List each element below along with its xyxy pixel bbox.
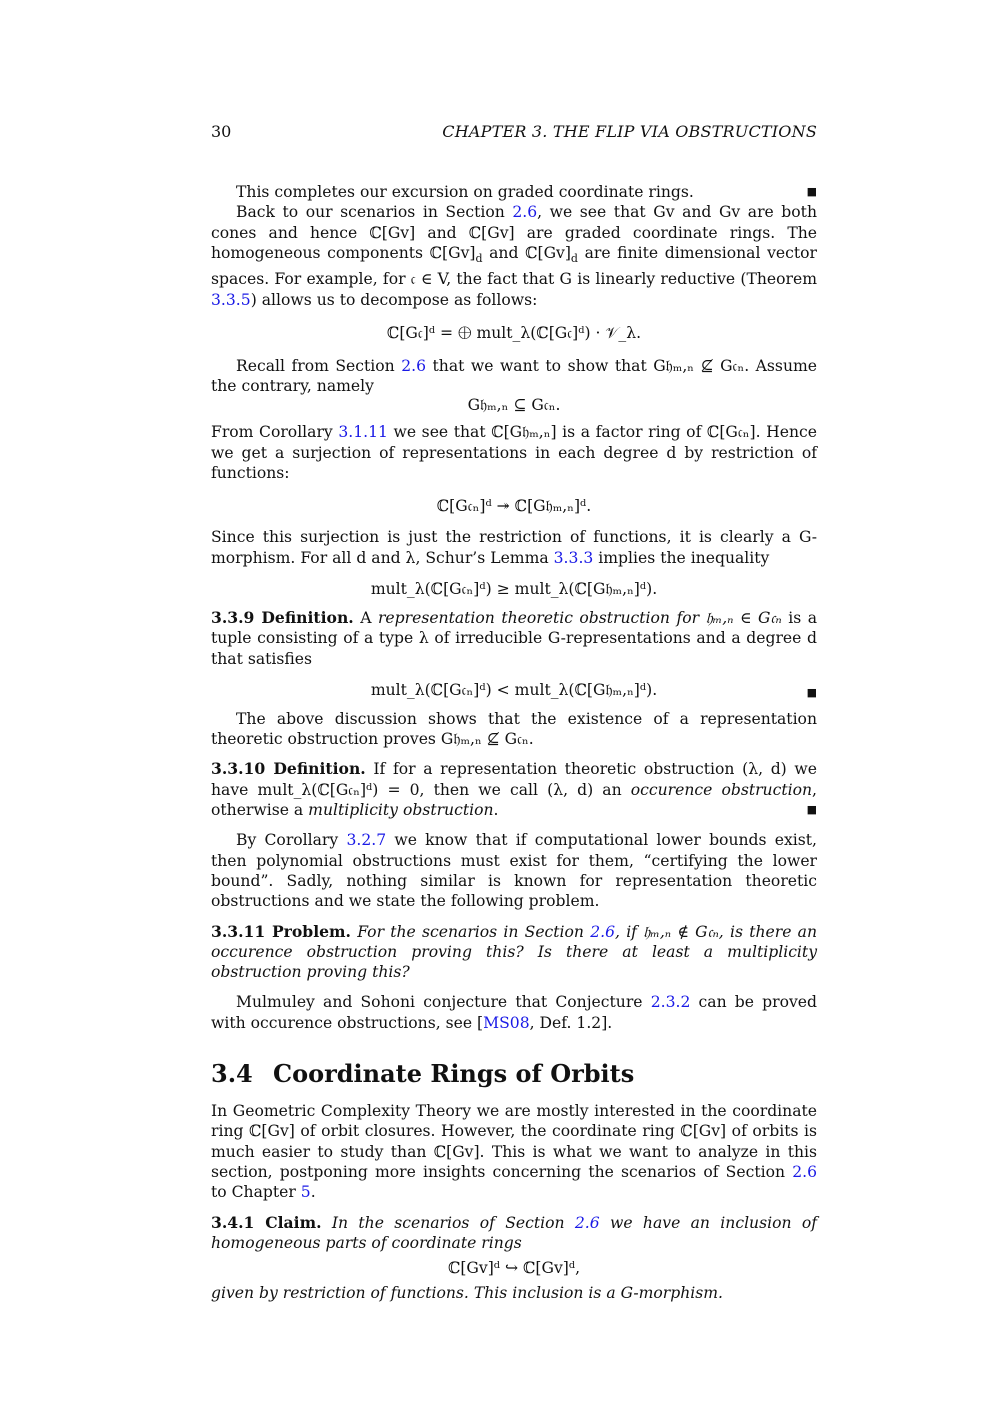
claim-label: 3.4.1 Claim.: [211, 1212, 322, 1232]
ref-3-1-11[interactable]: 3.1.11: [338, 423, 388, 442]
equation-inequality: mult_λ(ℂ[G𝔠ₙ]ᵈ) ≥ mult_λ(ℂ[G𝔥ₘ,ₙ]ᵈ).: [370, 579, 658, 598]
paragraph-back: Back to our scenarios in Section 2.6, we see that Gv and Gv are both cones and hence ℂ[Gv] and ℂ[Gv] are graded coordinate rings. The homogeneous components $ℂ[Gv]_d$ and $ℂ[Gv]_d$ are finite dimensional vector spaces. For example, for 𝔠 ∈ V, the fact that G is linearly reductive (Theorem 3.3.5) allows us to decompose as follows:: [211, 203, 817, 309]
chapter-title: CHAPTER 3. THE FLIP VIA OBSTRUCTIONS: [442, 122, 817, 141]
ref-3-2-7[interactable]: 3.2.7: [346, 831, 387, 850]
equation-inclusion: ℂ[Gv]ᵈ ↪ ℂ[Gv]ᵈ,: [447, 1259, 581, 1278]
definition-3-3-9: 3.3.9 Definition. A representation theoretic obstruction for 𝔥ₘ,ₙ ∈ G𝔠ₙ is a tuple consisting of a type λ of irreducible G-representations and a degree d that satisfies: [211, 607, 817, 668]
page: [211, 122, 817, 1303]
equation-surjection: ℂ[G𝔠ₙ]ᵈ ↠ ℂ[G𝔥ₘ,ₙ]ᵈ.: [436, 497, 592, 516]
page-number: 30: [211, 122, 232, 141]
ref-3-3-3[interactable]: 3.3.3: [553, 548, 594, 567]
ref-chapter-5[interactable]: 5: [300, 1183, 311, 1202]
problem-3-3-11: 3.3.11 Problem. For the scenarios in Section 2.6, if 𝔥ₘ,ₙ ∉ G𝔠ₙ, is there an occurence obstruction proving this? Is there at least a multiplicity obstruction proving this?: [211, 921, 817, 982]
section-number: 3.4: [211, 1059, 253, 1089]
equation-decomposition: ℂ[G𝔠]ᵈ = ⨁ mult_λ(ℂ[G𝔠]ᵈ) · 𝒱_λ.: [386, 323, 642, 342]
paragraph-corollary: From Corollary 3.1.11 we see that ℂ[G𝔥ₘ,ₙ] is a factor ring of ℂ[G𝔠ₙ]. Hence we get a surjection of representations in each degree d by restriction of functions:: [211, 423, 818, 483]
claim-continuation: given by restriction of functions. This inclusion is a G-morphism.: [211, 1284, 723, 1303]
definition-label: 3.3.9 Definition.: [211, 607, 354, 627]
ref-2-3-2[interactable]: 2.3.2: [650, 993, 691, 1012]
section-title: Coordinate Rings of Orbits: [273, 1059, 635, 1089]
qed-square: ■: [806, 685, 817, 699]
ref-2-6[interactable]: 2.6: [792, 1162, 817, 1181]
paragraph-by-corollary: By Corollary 3.2.7 we know that if computational lower bounds exist, then polynomial obstructions must exist for them, “certifying the lower bound”. Sadly, nothing similar is known for representation theoretic obstructions and we state the following problem.: [211, 831, 817, 911]
qed-square: ■: [806, 803, 817, 817]
section-heading: [211, 1059, 817, 1089]
definition-label: 3.3.10 Definition.: [211, 759, 366, 779]
ref-2-6[interactable]: 2.6: [401, 356, 427, 375]
paragraph-recall: Recall from Section 2.6 that we want to show that G𝔥ₘ,ₙ ⊈ G𝔠ₙ. Assume the contrary, namely: [211, 356, 817, 396]
definition-3-3-10: 3.3.10 Definition. If for a representation theoretic obstruction (λ, d) we have mult_λ(ℂ[G𝔠ₙ]ᵈ) = 0, then we call (λ, d) an occurence obstruction, otherwise a multiplicity obstruction. ■: [211, 759, 817, 820]
paragraph-intro: ■ This completes our excursion on graded coordinate rings.: [236, 183, 817, 201]
equation-contrary: G𝔥ₘ,ₙ ⊆ G𝔠ₙ.: [467, 396, 561, 415]
paragraph-above: The above discussion shows that the existence of a representation theoretic obstruction proves G𝔥ₘ,ₙ ⊈ G𝔠ₙ.: [211, 709, 817, 749]
running-header: [211, 122, 817, 142]
paragraph-since: Since this surjection is just the restriction of functions, it is clearly a G-morphism. For all d and λ, Schur’s Lemma 3.3.3 implies the inequality: [211, 528, 817, 567]
ref-3-3-5[interactable]: 3.3.5: [211, 290, 251, 309]
qed-square: ■: [806, 185, 817, 198]
claim-3-4-1: 3.4.1 Claim. In the scenarios of Section 2.6 we have an inclusion of homogeneous parts of coordinate rings: [211, 1212, 818, 1252]
paragraph-mulmuley: Mulmuley and Sohoni conjecture that Conjecture 2.3.2 can be proved with occurence obstructions, see [MS08, Def. 1.2].: [211, 993, 817, 1032]
ref-2-6[interactable]: 2.6: [590, 922, 616, 941]
ref-2-6[interactable]: 2.6: [574, 1213, 600, 1232]
equation-obstruction: mult_λ(ℂ[G𝔠ₙ]ᵈ) < mult_λ(ℂ[G𝔥ₘ,ₙ]ᵈ). ■: [211, 679, 817, 701]
paragraph-geometric: In Geometric Complexity Theory we are mostly interested in the coordinate ring ℂ[Gv] of orbit closures. However, the coordinate ring ℂ[Gv] of orbits is much easier to study than ℂ[Gv]. This is what we want to analyze in this section, postponing more insights concerning the scenarios of Section 2.6 to Chapter 5.: [211, 1102, 817, 1202]
citation-ms08[interactable]: MS08: [483, 1013, 530, 1032]
problem-label: 3.3.11 Problem.: [211, 921, 351, 941]
ref-2-6[interactable]: 2.6: [512, 203, 538, 222]
